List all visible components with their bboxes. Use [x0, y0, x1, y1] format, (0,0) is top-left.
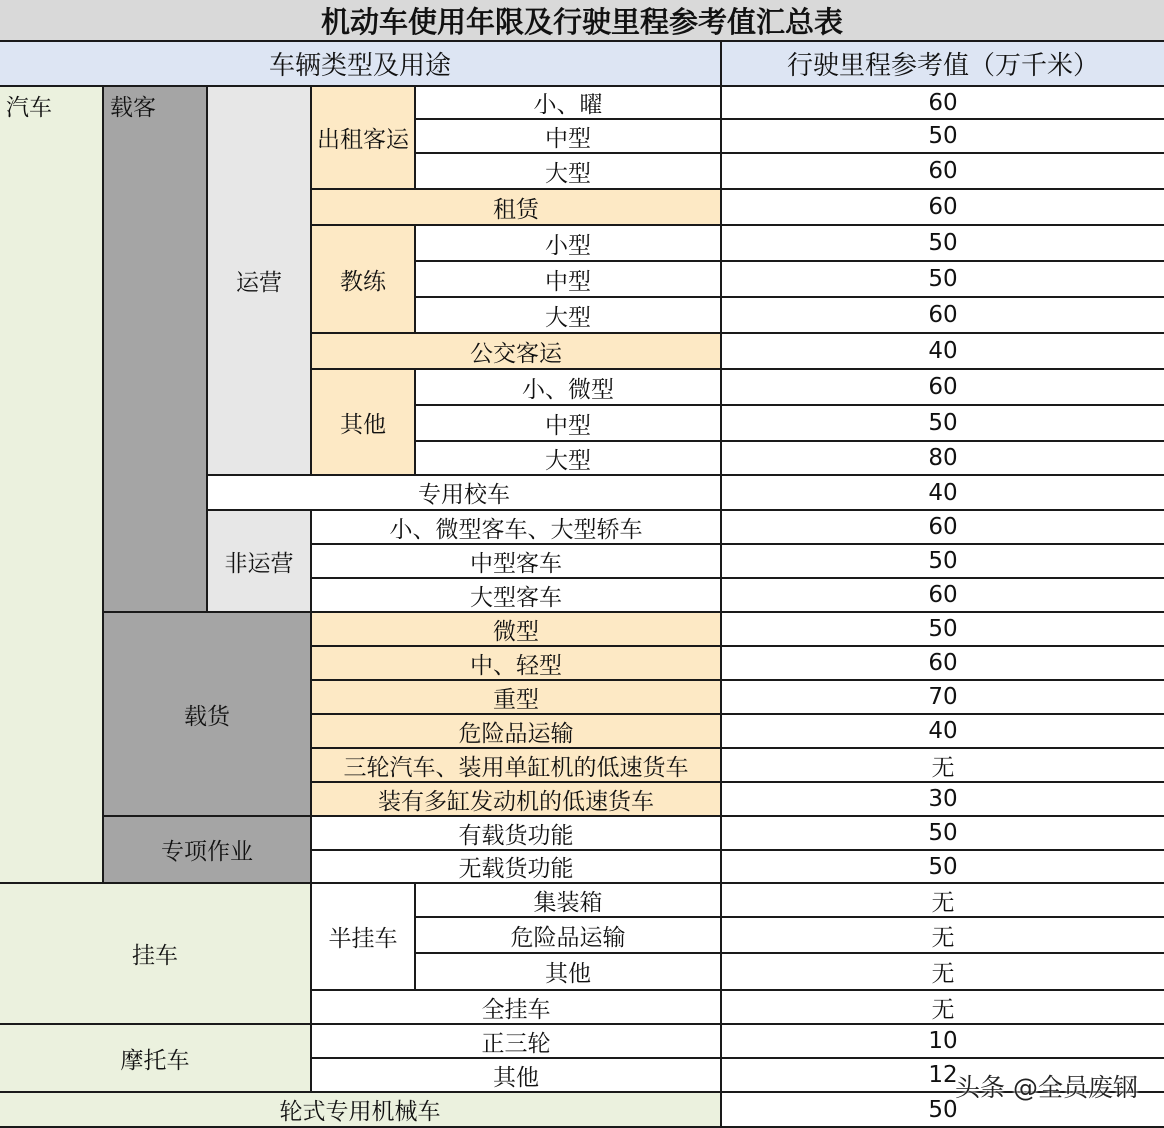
- row-mileage-value: 60: [722, 511, 1164, 545]
- category-trailer: 挂车: [0, 884, 312, 1025]
- row-mileage-value: 50: [722, 817, 1164, 851]
- row-label: 中型客车: [312, 545, 722, 579]
- row-mileage-value: 60: [722, 154, 1164, 190]
- row-label: 大型: [416, 442, 722, 476]
- row-mileage-value: 50: [722, 1093, 1164, 1128]
- row-label: 小型: [416, 226, 722, 262]
- row-label: 其他: [416, 954, 722, 991]
- row-mileage-value: 无: [722, 954, 1164, 991]
- row-mileage-value: 50: [722, 406, 1164, 442]
- row-mileage-value: 无: [722, 918, 1164, 954]
- header-mileage: 行驶里程参考值（万千米）: [722, 42, 1164, 87]
- row-label: 租赁: [312, 190, 722, 226]
- row-mileage-value: 无: [722, 884, 1164, 918]
- row-label: 危险品运输: [416, 918, 722, 954]
- row-mileage-value: 80: [722, 442, 1164, 476]
- row-label: 微型: [312, 613, 722, 647]
- category-semi-trailer: 半挂车: [312, 884, 416, 991]
- row-label: 中型: [416, 120, 722, 154]
- row-mileage-value: 10: [722, 1025, 1164, 1059]
- header-vehicle-type: 车辆类型及用途: [0, 42, 722, 87]
- category-training: 教练: [312, 226, 416, 334]
- row-label: 有载货功能: [312, 817, 722, 851]
- row-mileage-value: 30: [722, 783, 1164, 817]
- watermark: 头条 @全员废钢: [955, 1073, 1138, 1102]
- row-mileage-value: 70: [722, 681, 1164, 715]
- category-operating: 运营: [208, 87, 312, 476]
- row-label: 大型客车: [312, 579, 722, 613]
- row-mileage-value: 40: [722, 715, 1164, 749]
- row-mileage-value: 50: [722, 545, 1164, 579]
- row-label: 大型: [416, 298, 722, 334]
- category-passenger: 载客: [104, 87, 208, 613]
- row-label: 轮式专用机械车: [0, 1093, 722, 1128]
- row-mileage-value: 60: [722, 647, 1164, 681]
- row-label: 危险品运输: [312, 715, 722, 749]
- category-non-operating: 非运营: [208, 511, 312, 613]
- row-mileage-value: 50: [722, 613, 1164, 647]
- row-label: 装有多缸发动机的低速货车: [312, 783, 722, 817]
- category-motorcycle: 摩托车: [0, 1025, 312, 1093]
- row-label: 正三轮: [312, 1025, 722, 1059]
- row-label: 大型: [416, 154, 722, 190]
- row-label: 重型: [312, 681, 722, 715]
- category-auto: 汽车: [0, 87, 104, 884]
- row-mileage-value: 60: [722, 87, 1164, 120]
- row-mileage-value: 60: [722, 190, 1164, 226]
- category-special-work: 专项作业: [104, 817, 312, 884]
- row-label: 无载货功能: [312, 851, 722, 884]
- row-mileage-value: 40: [722, 476, 1164, 511]
- row-mileage-value: 40: [722, 334, 1164, 370]
- category-other-operating: 其他: [312, 370, 416, 476]
- row-label: 小、曜: [416, 87, 722, 120]
- row-label: 全挂车: [312, 991, 722, 1025]
- row-mileage-value: 无: [722, 991, 1164, 1025]
- table-title: 机动车使用年限及行驶里程参考值汇总表: [0, 0, 1164, 42]
- row-mileage-value: 50: [722, 120, 1164, 154]
- row-mileage-value: 50: [722, 851, 1164, 884]
- row-label: 中型: [416, 262, 722, 298]
- row-label: 集装箱: [416, 884, 722, 918]
- row-label: 其他: [312, 1059, 722, 1093]
- row-mileage-value: 无: [722, 749, 1164, 783]
- row-label: 中、轻型: [312, 647, 722, 681]
- row-mileage-value: 50: [722, 226, 1164, 262]
- row-mileage-value: 60: [722, 298, 1164, 334]
- row-mileage-value: 12: [722, 1059, 1164, 1093]
- category-cargo: 载货: [104, 613, 312, 817]
- row-label: 三轮汽车、装用单缸机的低速货车: [312, 749, 722, 783]
- row-label: 小、微型: [416, 370, 722, 406]
- row-label: 中型: [416, 406, 722, 442]
- category-taxi: 出租客运: [312, 87, 416, 190]
- row-label: 公交客运: [312, 334, 722, 370]
- row-mileage-value: 50: [722, 262, 1164, 298]
- row-mileage-value: 60: [722, 579, 1164, 613]
- row-mileage-value: 60: [722, 370, 1164, 406]
- row-label: 专用校车: [208, 476, 722, 511]
- row-label: 小、微型客车、大型轿车: [312, 511, 722, 545]
